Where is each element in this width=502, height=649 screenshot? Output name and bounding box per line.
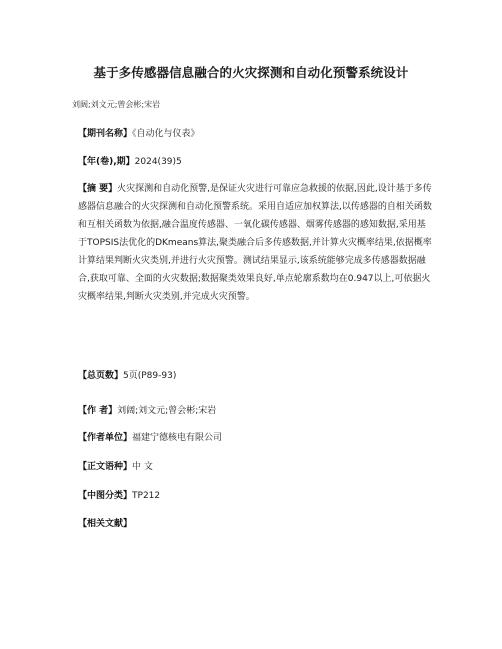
affiliation-value: 福建宁德核电有限公司	[132, 433, 223, 443]
affiliation-label: 【作者单位】	[78, 433, 133, 443]
abstract-block	[78, 180, 433, 306]
journal-field	[78, 126, 200, 139]
author-list: 刘阔;刘文元;曾会彬;宋岩	[72, 100, 161, 109]
pages-label: 【总页数】	[78, 371, 124, 381]
page-title: 基于多传感器信息融合的火灾探测和自动化预警系统设计	[93, 65, 409, 80]
clc-value: TP212	[132, 491, 161, 501]
clc-field	[78, 488, 160, 501]
year-issue-field	[78, 154, 182, 167]
clc-label: 【中图分类】	[78, 491, 133, 501]
pages-field	[78, 368, 176, 381]
language-field	[78, 459, 153, 472]
pages-value: 5页(P89-93)	[123, 371, 177, 381]
authors-field	[78, 403, 216, 416]
related-label: 【相关文献】	[78, 519, 133, 529]
abstract-text: 火灾探测和自动化预警,是保证火灾进行可靠应急救援的依据,因此,设计基于多传感器信息融合的火灾探测和自动化预警系统。采用自适应加权算法,以传感器的自相关函数和互相关函数为依据,融合温度传感器、一氧化碳传感器、烟雾传感器的感知数据,采用基于TOPSIS法优化的DKmeans算法,聚类融合后多传感数据,并计算火灾概率结果,依据概率计算结果判断火灾类别,并进行火灾预警。测试结果显示,该系统能够完成多传感器数据融合,获取可靠、全面的火灾数据;数据聚类效果良好,单点轮廓系数均在0.947以上,可依据火灾概率结果,判断火灾类别,并完成火灾预警。	[78, 184, 432, 302]
journal-value: 《自动化与仪表》	[132, 129, 200, 139]
journal-label: 【期刊名称】	[78, 129, 133, 139]
language-label: 【正文语种】	[78, 462, 133, 472]
abstract-label: 【摘 要】	[78, 184, 118, 194]
related-field	[78, 516, 132, 529]
language-value: 中 文	[132, 462, 153, 472]
authors-label: 【作 者】	[78, 406, 118, 416]
year-issue-value: 2024(39)5	[134, 157, 182, 167]
year-issue-label: 【年(卷),期】	[78, 157, 135, 167]
affiliation-field	[78, 430, 222, 443]
authors-value: 刘阔;刘文元;曾会彬;宋岩	[117, 406, 217, 416]
